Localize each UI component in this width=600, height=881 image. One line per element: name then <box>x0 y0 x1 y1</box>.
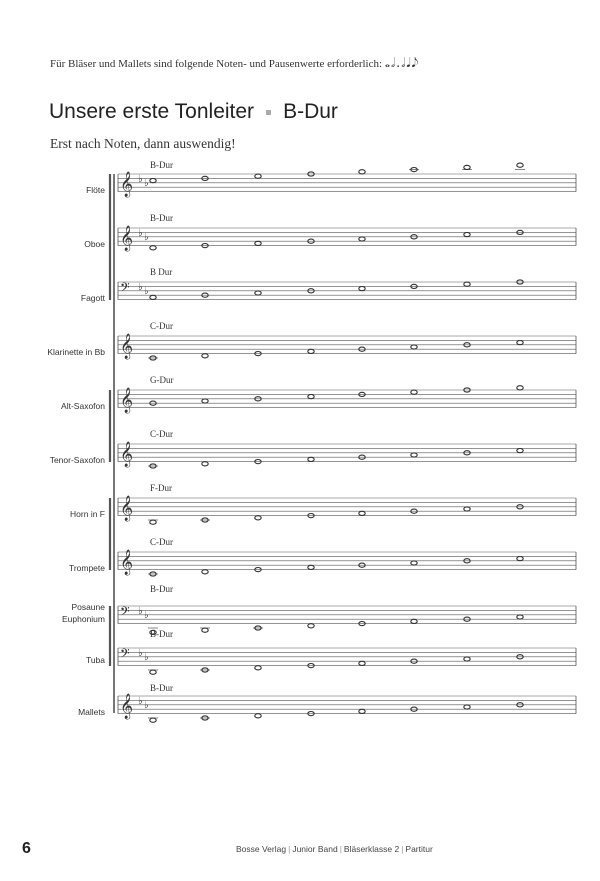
whole-note <box>517 449 523 453</box>
whole-note <box>359 170 365 174</box>
treble-clef-icon: 𝄞 <box>120 550 134 575</box>
key-label-altsax: G-Dur <box>150 375 174 385</box>
instrument-label-horn: Horn in F <box>70 509 105 519</box>
whole-note <box>359 287 365 291</box>
treble-clef-icon: 𝄞 <box>120 334 134 359</box>
bass-clef-icon: 𝄢 <box>120 646 130 664</box>
flat-icon: ♭ <box>138 606 143 617</box>
staff-2 <box>118 282 576 300</box>
staff-7 <box>118 552 576 570</box>
whole-note <box>202 628 208 632</box>
page-number: 6 <box>22 840 31 857</box>
key-label-mallets: B-Dur <box>150 683 173 693</box>
whole-note <box>255 516 261 520</box>
whole-note <box>255 291 261 295</box>
whole-note <box>150 520 156 524</box>
key-label-trompete: C-Dur <box>150 537 173 547</box>
whole-note <box>517 615 523 619</box>
footer-publisher: Bosse Verlag <box>236 844 287 854</box>
key-label-oboe: B-Dur <box>150 213 173 223</box>
whole-note <box>202 399 208 403</box>
whole-note <box>411 390 417 394</box>
whole-note <box>202 462 208 466</box>
flat-icon: ♭ <box>138 282 143 293</box>
key-label-tenorsax: C-Dur <box>150 429 173 439</box>
staff-3 <box>118 336 576 354</box>
whole-note <box>308 395 314 399</box>
footer-part: Partitur <box>405 844 433 854</box>
whole-note <box>255 666 261 670</box>
whole-note <box>359 511 365 515</box>
whole-note <box>517 341 523 345</box>
title-main: Unsere erste Tonleiter <box>49 100 255 123</box>
instrument-label-fagott: Fagott <box>80 293 105 303</box>
flat-icon: ♭ <box>144 286 149 297</box>
system-brackets <box>110 174 114 713</box>
whole-note <box>202 570 208 574</box>
flat-icon: ♭ <box>144 232 149 243</box>
whole-note <box>464 705 470 709</box>
staff-4 <box>118 390 576 408</box>
whole-note <box>359 661 365 665</box>
whole-note <box>308 349 314 353</box>
whole-note <box>255 714 261 718</box>
whole-note <box>202 354 208 358</box>
subtitle: Erst nach Noten, dann auswendig! <box>50 136 236 151</box>
key-label-fagott: B Dur <box>150 267 173 277</box>
flat-icon: ♭ <box>144 610 149 621</box>
footer-credits: Bosse Verlag | Junior Band | Bläserklasse 2 | Partitur <box>236 844 433 854</box>
whole-note <box>150 179 156 183</box>
whole-note <box>308 457 314 461</box>
bass-clef-icon: 𝄢 <box>120 280 130 298</box>
staff-8 <box>118 606 576 624</box>
treble-clef-icon: 𝄞 <box>120 388 134 413</box>
whole-note <box>359 237 365 241</box>
whole-note <box>517 386 523 390</box>
whole-note <box>517 163 523 167</box>
title-key: B-Dur <box>283 100 338 123</box>
whole-note <box>255 241 261 245</box>
instrument-label-altsax: Alt-Saxofon <box>61 401 105 411</box>
whole-note <box>464 165 470 169</box>
whole-note <box>517 557 523 561</box>
whole-note <box>150 246 156 250</box>
flat-icon: ♭ <box>138 174 143 185</box>
flat-icon: ♭ <box>144 652 149 663</box>
staff-6 <box>118 498 576 516</box>
flat-icon: ♭ <box>138 696 143 707</box>
whole-note <box>150 670 156 674</box>
whole-note <box>308 565 314 569</box>
footer-series: Junior Band <box>292 844 338 854</box>
key-label-posaune: B-Dur <box>150 584 173 594</box>
key-label-klarinette: C-Dur <box>150 321 173 331</box>
whole-note <box>150 630 156 634</box>
whole-note <box>464 282 470 286</box>
whole-note <box>308 624 314 628</box>
whole-note <box>150 295 156 299</box>
bass-clef-icon: 𝄢 <box>120 604 130 622</box>
staff-9 <box>118 648 576 666</box>
instrument-label-klarinette: Klarinette in Bb <box>47 347 105 357</box>
treble-clef-icon: 𝄞 <box>120 442 134 467</box>
whole-note <box>411 561 417 565</box>
instrument-label-mallets: Mallets <box>78 707 105 717</box>
treble-clef-icon: 𝄞 <box>120 226 134 251</box>
footer-book: Bläserklasse 2 <box>343 844 400 854</box>
key-label-floete: B-Dur <box>150 160 173 170</box>
instrument-label-posaune: Posaune Euphonium <box>61 602 105 624</box>
instrument-label-floete: Flöte <box>86 185 105 195</box>
staff-5 <box>118 444 576 462</box>
whole-note <box>411 345 417 349</box>
instrument-label-trompete: Trompete <box>68 563 105 573</box>
instrument-label-oboe: Oboe <box>84 239 105 249</box>
treble-clef-icon: 𝄞 <box>120 496 134 521</box>
treble-clef-icon: 𝄞 <box>120 694 134 719</box>
whole-note <box>464 507 470 511</box>
instrument-label-tenorsax: Tenor-Saxofon <box>49 455 105 465</box>
intro-sentence: Für Bläser und Mallets sind folgende Noten- und Pausenwerte erforderlich: <box>50 58 383 70</box>
whole-note <box>411 453 417 457</box>
key-label-horn: F-Dur <box>150 483 172 493</box>
whole-note <box>255 174 261 178</box>
whole-note <box>411 619 417 623</box>
flat-icon: ♭ <box>144 700 149 711</box>
staff-0 <box>118 174 576 192</box>
flat-icon: ♭ <box>138 228 143 239</box>
staff-1 <box>118 228 576 246</box>
flat-icon: ♭ <box>138 648 143 659</box>
note-values-icons: 𝅝𝅗𝅥.𝅗𝅥𝅘𝅥𝅘𝅥𝅮 <box>384 56 420 71</box>
flat-icon: ♭ <box>144 178 149 189</box>
instrument-label-tuba: Tuba <box>85 655 105 665</box>
whole-note <box>464 233 470 237</box>
whole-note <box>359 709 365 713</box>
key-label-tuba: B-Dur <box>150 629 173 639</box>
staff-10 <box>118 696 576 714</box>
treble-clef-icon: 𝄞 <box>120 172 134 197</box>
whole-note <box>464 657 470 661</box>
whole-note <box>150 718 156 722</box>
